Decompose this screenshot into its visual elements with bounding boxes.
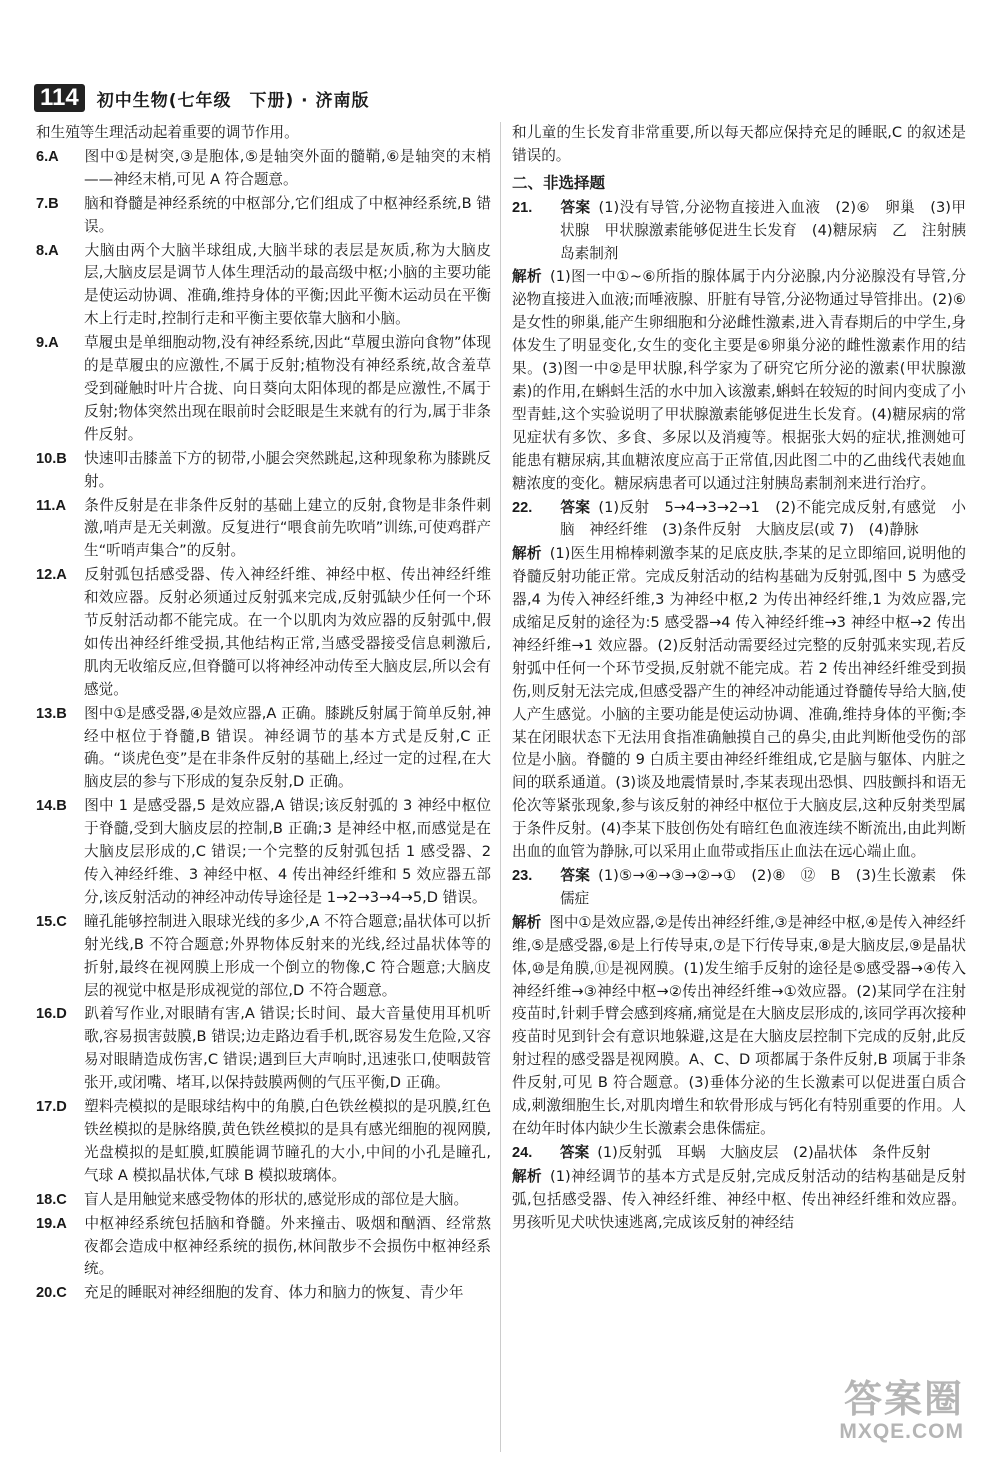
analysis-label: 解析 (512, 913, 542, 931)
question-analysis (512, 912, 966, 1141)
answer-item (36, 795, 491, 910)
watermark-main-text: 答案圈 (843, 1379, 964, 1422)
item-number: 16.D (36, 1006, 67, 1023)
answer-item (36, 1213, 491, 1282)
item-text: 图中 1 是感受器,5 是效应器,A 错误;该反射弧的 3 神经中枢位于脊髓,受到大脑皮层的控制,B 正确;3 是神经中枢,而感觉是在大脑皮层形成的,C 错误;一个完整的反射弧包括 1 感受器、2 传入神经纤维、3 神经中枢、4 传出神经纤维和 5 效应器五部分,该反射活动的神经冲动传导途径是 1→2→3→4→5,D 错误。 (84, 797, 491, 906)
answer-item (36, 146, 491, 192)
item-text: 条件反射是在非条件反射的基础上建立的反射,食物是非条件刺激,哨声是无关刺激。反复进行“喂食前先吹哨”训练,可使鸡群产生“听哨声集合”的反射。 (84, 496, 491, 560)
answer-item (36, 1282, 491, 1305)
watermark-site-text: MXQE.COM (839, 1419, 964, 1443)
answer-item (36, 1003, 491, 1095)
answer-item (36, 448, 491, 494)
question-list (512, 197, 966, 1235)
item-number: 19.A (36, 1215, 67, 1232)
item-number: 12.A (36, 567, 67, 584)
analysis-text: (1)神经调节的基本方式是反射,完成反射活动的结构基础是反射弧,包括感受器、传入神经纤维、神经中枢、传出神经纤维和效应器。男孩听见犬吠快速逃离,完成该反射的神经结 (512, 1167, 966, 1231)
answer-item (36, 332, 491, 447)
item-text: 脑和脊髓是神经系统的中枢部分,它们组成了中枢神经系统,B 错误。 (84, 194, 491, 235)
item-text: 塑料壳模拟的是眼球结构中的角膜,白色铁丝模拟的是巩膜,红色铁丝模拟的是脉络膜,黄色铁丝模拟的是具有感光细胞的视网膜,光盘模拟的是虹膜,虹膜能调节瞳孔的大小,中间的小孔是瞳孔,气球 A 模拟晶状体,气球 B 模拟玻璃体。 (84, 1098, 491, 1184)
item-text: 充足的睡眠对神经细胞的发育、体力和脑力的恢复、青少年 (84, 1284, 464, 1302)
page-header (34, 84, 370, 112)
answer-item (36, 240, 491, 332)
question-number: 21. (512, 199, 533, 216)
section-title: 二、非选择题 (512, 173, 606, 192)
question-answer (512, 197, 966, 266)
question-answer (512, 865, 966, 911)
item-number: 18.C (36, 1191, 67, 1208)
answer-item (36, 193, 491, 239)
question-number: 22. (512, 499, 533, 516)
answer-item (36, 495, 491, 564)
item-number: 13.B (36, 705, 67, 722)
page-number: 114 (34, 84, 85, 112)
answer-label: 答案 (560, 1143, 590, 1161)
question-number: 24. (512, 1144, 533, 1161)
item-number: 17.D (36, 1099, 67, 1116)
book-title: 初中生物(七年级 下册) · 济南版 (96, 90, 370, 111)
answer-label: 答案 (560, 198, 591, 216)
answer-item (36, 1096, 491, 1188)
item-text: 大脑由两个大脑半球组成,大脑半球的表层是灰质,称为大脑皮层,大脑皮层是调节人体生理活动的最高级中枢;小脑的主要功能是使运动协调、准确,维持身体的平衡;因此平衡木运动员在平衡木上行走时,控制行走和平衡主要依靠大脑和小脑。 (84, 241, 491, 328)
question-number: 23. (512, 868, 533, 884)
analysis-text: (1)图一中①~⑥所指的腺体属于内分泌腺,内分泌腺没有导管,分泌物直接进入血液;而唾液腺、肝脏有导管,分泌物通过导管排出。(2)⑥是女性的卵巢,能产生卵细胞和分泌雌性激素,进入青春期后的中学生,身体发生了明显变化,女生的变化主要是⑥卵巢分泌的雌性激素作用的结果。(3)图一中②是甲状腺,科学家为了研究它所分泌的激素(甲状腺激素)的作用,在蝌蚪生活的水中加入该激素,蝌蚪在较短的时间内变成了小型青蛙,这个实验说明了甲状腺激素能够促进生长发育。(4)糖尿病的常见症状有多饮、多食、多尿以及消瘦等。根据张大妈的症状,推测她可能患有糖尿病,其血糖浓度应高于正常值,因此图二中的乙曲线代表她血糖浓度的变化。糖尿病患者可以通过注射胰岛素制剂来进行治疗。 (512, 268, 966, 492)
item-number: 9.A (36, 335, 59, 352)
item-text: 图中①是感受器,④是效应器,A 正确。膝跳反射属于简单反射,神经中枢位于脊髓,B 错误。神经调节的基本方式是反射,C 正确。“谈虎色变”是在非条件反射的基础上,经过一定的过程,在大脑皮层的参与下形成的复杂反射,D 正确。 (84, 704, 491, 791)
item-number: 7.B (36, 195, 59, 212)
item-text: 盲人是用触觉来感受物体的形状的,感觉形成的部位是大脑。 (84, 1190, 469, 1208)
question-answer (512, 1142, 966, 1165)
column-divider (500, 122, 501, 1452)
answer-item (36, 564, 491, 701)
continued-text: 和生殖等生理活动起着重要的调节作用。 (36, 124, 299, 141)
item-number: 10.B (36, 450, 67, 467)
answer-item (36, 1189, 491, 1212)
analysis-text: (1)医生用棉棒刺激李某的足底皮肤,李某的足立即缩回,说明他的脊髓反射功能正常。完成反射活动的结构基础为反射弧,图中 5 为感受器,4 为传入神经纤维,3 为神经中枢,2 为传出神经纤维,1 为效应器,完成缩足反射的途径为:5 感受器→4 传入神经纤维→3 神经中枢→2 传出神经纤维→1 效应器。(2)反射活动需要经过完整的反射弧来实现,若反射弧中任何一个环节受损,反射就不能完成。若 2 传出神经纤维受到损伤,则反射无法完成,但感受器产生的神经冲动能通过脊髓传导给大脑,使人产生感觉。小脑的主要功能是使运动协调、准确,维持身体的平衡;李某在闭眼状态下无法用食指准确触摸自己的鼻尖,由此判断他受伤的部位是小脑。脊髓的 9 白质主要由神经纤维组成,它是脑与躯体、内脏之间的联系通道。(3)谈及地震情景时,李某表现出恐惧、四肢颤抖和语无伦次等紧张现象,参与该反射的神经中枢位于大脑皮层,这种反射类型属于条件反射。(4)李某下肢创伤处有暗红色血液连续不断流出,由此判断出血的血管为静脉,可以采用止血带或指压止血法在远心端止血。 (512, 545, 966, 861)
answer-item (36, 911, 491, 1003)
analysis-text: 图中①是效应器,②是传出神经纤维,③是神经中枢,④是传入神经纤维,⑤是感受器,⑥是上行传导束,⑦是下行传导束,⑧是大脑皮层,⑨是晶状体,⑩是角膜,⑪是视网膜。(1)发生缩手反射的途径是⑤感受器→④传入神经纤维→③神经中枢→②传出神经纤维→①效应器。(2)某同学在注射疫苗时,针刺手臂会感到疼痛,痛觉是在大脑皮层形成的,该同学再次接种疫苗时见到针会有意识地躲避,这是在大脑皮层控制下完成的反射,此反射过程的感受器是视网膜。A、C、D 项都属于条件反射,B 项属于非条件反射,可见 B 符合题意。(3)垂体分泌的生长激素可以促进蛋白质合成,刺激细胞生长,对肌肉增生和软骨形成与钙化有特别重要的作用。人在幼年时体内缺少生长激素会患侏儒症。 (512, 913, 966, 1137)
answer-text: (1)⑤→④→③→②→① (2)⑧ ⑫ B (3)生长激素 侏儒症 (560, 867, 966, 907)
question-answer (512, 497, 966, 543)
answer-text: (1)反射弧 耳蜗 大脑皮层 (2)晶状体 条件反射 (597, 1143, 931, 1161)
item-number: 20.C (36, 1285, 67, 1302)
item-text: 图中①是树突,③是胞体,⑤是轴突外面的髓鞘,⑥是轴突的末梢——神经末梢,可见 A 符合题意。 (84, 147, 491, 188)
item-number: 15.C (36, 913, 67, 930)
analysis-label: 解析 (512, 545, 542, 563)
right-column (512, 122, 966, 1236)
answer-label: 答案 (560, 498, 591, 516)
question-analysis (512, 266, 966, 495)
answer-item (36, 703, 491, 795)
item-number: 6.A (36, 148, 59, 165)
item-text: 草履虫是单细胞动物,没有神经系统,因此“草履虫游向食物”体现的是草履虫的应激性,不属于反射;植物没有神经系统,故含羞草受到碰触时叶片合拢、向日葵向太阳体现的都是应激性,不属于反射;物体突然出现在眼前时会眨眼是生来就有的行为,属于非条件反射。 (84, 334, 491, 443)
item-text: 趴着写作业,对眼睛有害,A 错误;长时间、最大音量使用耳机听歌,容易损害鼓膜,B 错误;边走路边看手机,既容易发生危险,又容易对眼睛造成伤害,C 错误;遇到巨大声响时,迅速张口,使咽鼓管张开,或闭嘴、堵耳,以保持鼓膜两侧的气压平衡,D 正确。 (84, 1005, 491, 1092)
item-number: 14.B (36, 798, 67, 815)
watermark-logo (839, 1381, 964, 1443)
item-text: 中枢神经系统包括脑和脊髓。外来撞击、吸烟和酗酒、经常熬夜都会造成中枢神经系统的损伤,林间散步不会损伤中枢神经系统。 (84, 1214, 491, 1278)
analysis-label: 解析 (512, 1167, 543, 1185)
item-text: 瞳孔能够控制进入眼球光线的多少,A 不符合题意;晶状体可以折射光线,B 不符合题意;外界物体反射来的光线,经过晶状体等的折射,最终在视网膜上形成一个倒立的物像,C 符合题意;大脑皮层的视觉中枢是形成视觉的部位,D 不符合题意。 (84, 912, 491, 999)
left-column (36, 122, 491, 1306)
question-analysis (512, 543, 966, 864)
item-number: 11.A (36, 497, 67, 514)
answer-text: (1)反射 5→4→3→2→1 (2)不能完成反射,有感觉 小脑 神经纤维 (3)条件反射 大脑皮层(或 7) (4)静脉 (560, 498, 966, 539)
item-text: 反射弧包括感受器、传入神经纤维、神经中枢、传出神经纤维和效应器。反射必须通过反射弧来完成,反射弧缺少任何一个环节反射活动都不能完成。在一个以肌肉为效应器的反射弧中,假如传出神经纤维受损,其他结构正常,当感受器接受信息刺激后,肌肉无收缩反应,但脊髓可以将神经冲动传至大脑皮层,所以会有感觉。 (84, 566, 491, 698)
answer-label: 答案 (560, 867, 591, 884)
analysis-label: 解析 (512, 268, 543, 286)
question-analysis (512, 1166, 966, 1235)
continued-text: 和儿童的生长发育非常重要,所以每天都应保持充足的睡眠,C 的叙述是错误的。 (512, 124, 966, 164)
answer-list (36, 146, 491, 1305)
item-number: 8.A (36, 242, 59, 259)
item-text: 快速叩击膝盖下方的韧带,小腿会突然跳起,这种现象称为膝跳反射。 (84, 449, 491, 490)
answer-text: (1)没有导管,分泌物直接进入血液 (2)⑥ 卵巢 (3)甲状腺 甲状腺激素能够促进生长发育 (4)糖尿病 乙 注射胰岛素制剂 (560, 198, 966, 262)
